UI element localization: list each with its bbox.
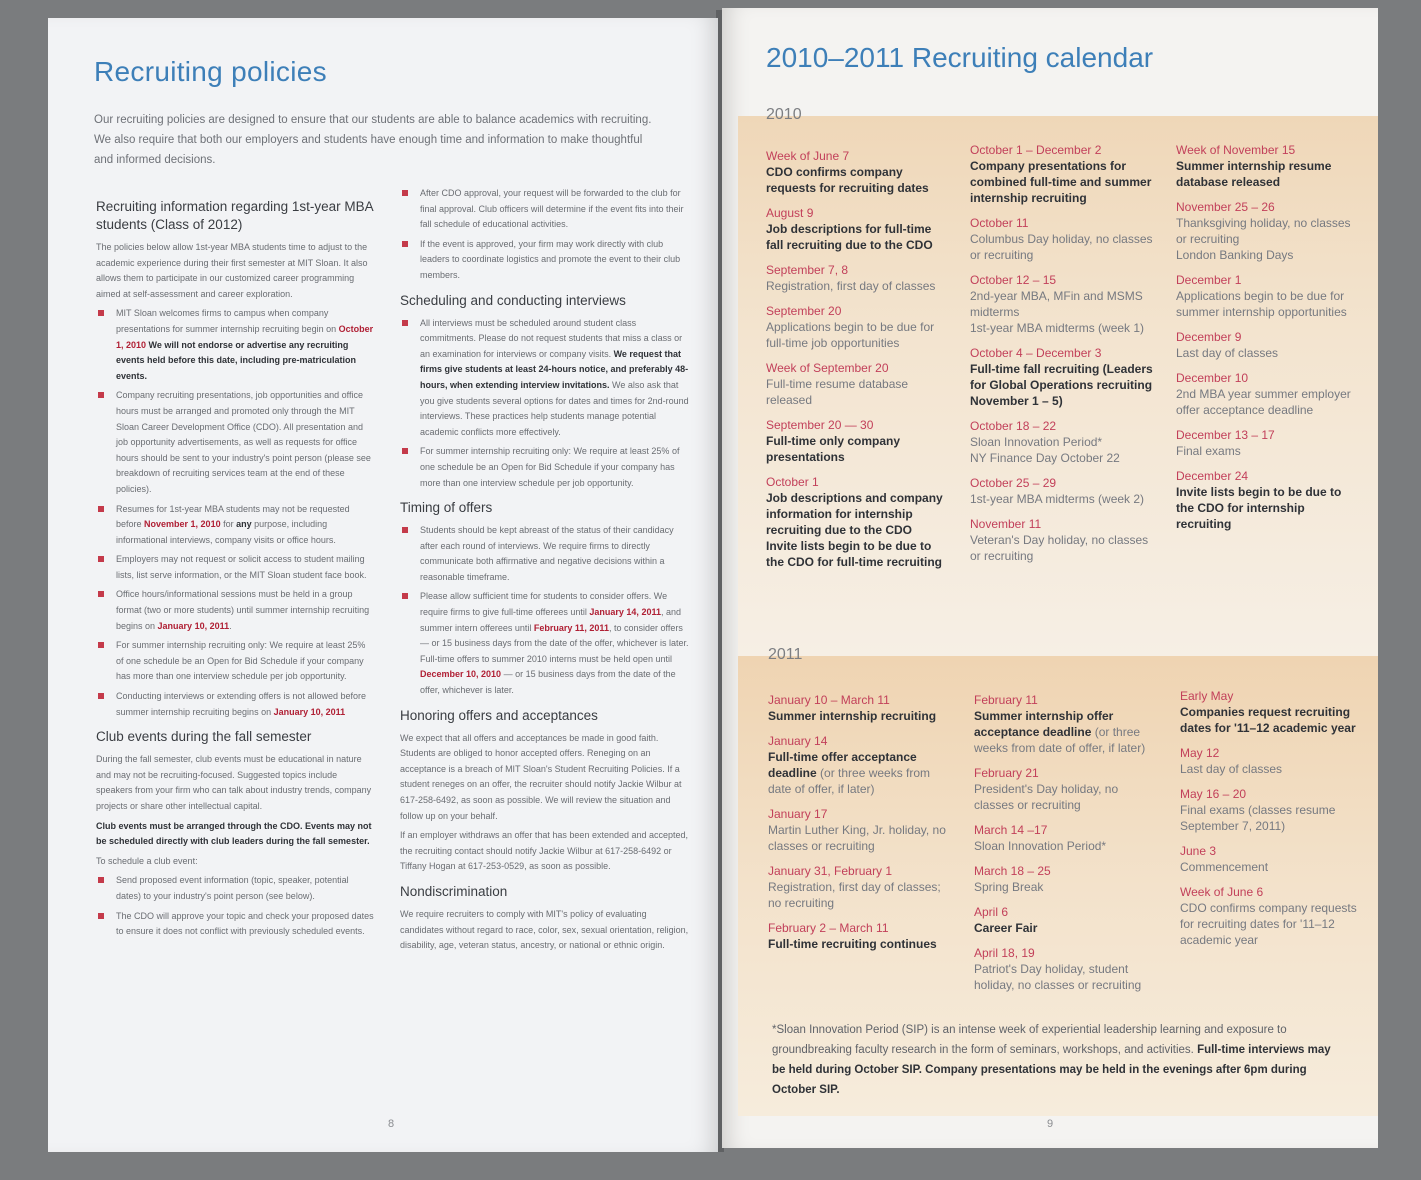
item-text: Office hours/informational sessions must be held in a group format (two or more students) until summer internship recruiting begins on <box>116 589 370 631</box>
bullet-icon <box>98 642 104 648</box>
list-item <box>96 909 374 940</box>
calendar-event <box>766 262 946 294</box>
item-text: for <box>220 519 237 530</box>
event-date: May 16 – 20 <box>1180 787 1247 801</box>
event-description: Job descriptions for full-time fall recruiting due to the CDO <box>766 222 933 252</box>
item-text: MIT Sloan welcomes firms to campus when company presentations for summer internship recruiting begin on <box>116 308 339 334</box>
calendar-column <box>768 692 952 961</box>
calendar-column <box>974 692 1158 1002</box>
item-text: , to consider offers — or 15 business days from the date of the offer, whichever is later. Full-time offers to summer 2010 interns must be held open until <box>420 622 689 664</box>
calendar-event <box>974 692 1158 756</box>
event-description: Martin Luther King, Jr. holiday, no classes or recruiting <box>768 823 946 853</box>
list-item <box>400 444 690 491</box>
calendar-event <box>970 215 1154 263</box>
event-description: Final exams (classes resume September 7, 2011) <box>1180 803 1336 833</box>
list-item <box>400 186 690 233</box>
interview-list <box>400 316 690 492</box>
event-description: Thanksgiving holiday, no classes or recruiting <box>1176 216 1351 246</box>
policy-list <box>96 306 374 720</box>
page-number: 8 <box>388 1118 395 1130</box>
bold-paragraph: Club events must be arranged through the CDO. Events may not be scheduled directly with club leaders during the fall semester. <box>96 820 372 847</box>
calendar-title: 2010–2011 Recruiting calendar <box>766 42 1154 73</box>
section-heading-1st-year: Recruiting information regarding 1st-year MBA students (Class of 2012) <box>96 199 373 232</box>
event-date: January 10 – March 11 <box>768 693 890 707</box>
event-description: Last day of classes <box>1176 346 1279 360</box>
calendar-event <box>1176 427 1356 459</box>
item-text: purpose, including informational interviews, company visits or office hours. <box>116 519 336 545</box>
event-date: October 1 <box>766 475 819 489</box>
bullet-icon <box>402 527 408 533</box>
date-highlight: January 14, 2011 <box>589 607 661 618</box>
list-item <box>96 552 374 583</box>
left-column <box>96 190 374 944</box>
event-description: 2nd-year MBA, MFin and MSMS midterms <box>970 289 1143 319</box>
item-text: Company recruiting presentations, job opportunities and office hours must be arranged and promoted only through the MIT Sloan Career Development Office (CDO). All presentation and job opportunity advertisements, as well as requests for office hours should be sent to your industry's point person (please see breakdown of recruiting services team at the end of these policies). <box>116 390 371 494</box>
event-date: November 25 – 26 <box>1176 200 1275 214</box>
event-description: Full-time resume database released <box>766 377 909 407</box>
event-date: January 14 <box>768 734 828 748</box>
item-text: For summer internship recruiting only: We require at least 25% of one schedule be an Open for Bid Schedule if your company has more than one interview schedule per job opportunity. <box>420 446 680 488</box>
event-description: Sloan Innovation Period* <box>974 839 1107 853</box>
event-date: Week of June 7 <box>766 149 850 163</box>
event-date: May 12 <box>1180 746 1220 760</box>
item-text: All interviews must be scheduled around student class commitments. Please do not request students that miss a class or an examination for interviews or company visits. <box>420 317 683 359</box>
calendar-event <box>970 475 1154 507</box>
calendar-event <box>766 148 946 196</box>
event-description: Registration, first day of classes <box>766 279 936 293</box>
event-date: August 9 <box>766 206 814 220</box>
event-date: February 21 <box>974 766 1039 780</box>
bullet-icon <box>402 190 408 196</box>
year-heading-2010: 2010 <box>766 106 802 123</box>
event-date: January 31, February 1 <box>768 864 893 878</box>
event-description: Company presentations for combined full-time and summer internship recruiting <box>970 159 1152 205</box>
calendar-event <box>974 863 1158 895</box>
section-text: To schedule a club event: <box>96 855 198 866</box>
calendar-event <box>766 417 946 465</box>
list-item <box>96 873 374 904</box>
item-text: For summer internship recruiting only: We require at least 25% of one schedule be an Open for Bid Schedule if your company has more than one interview schedule per job opportunity. <box>116 640 366 682</box>
bullet-icon <box>402 320 408 326</box>
event-description: Last day of classes <box>1180 762 1283 776</box>
list-item <box>400 237 690 284</box>
event-description: Invite lists begin to be due to the CDO for internship recruiting <box>1176 485 1342 531</box>
date-highlight: January 10, 2011 <box>273 706 346 717</box>
calendar-event <box>768 920 952 952</box>
bullet-icon <box>98 591 104 597</box>
calendar-event <box>1176 272 1356 320</box>
club-steps-list <box>96 873 374 939</box>
event-description: 1st-year MBA midterms (week 2) <box>970 492 1145 506</box>
event-description: Summer internship offer acceptance deadline (or three weeks from date of offer, if later) <box>974 709 1146 755</box>
item-text: Employers may not request or solicit access to student mailing lists, list serve information, or the MIT Sloan student face book. <box>116 554 367 580</box>
item-text: — or 15 business days from the date of the offer, whichever is later. <box>420 669 676 696</box>
calendar-event <box>1176 142 1356 190</box>
event-date: January 17 <box>768 807 828 821</box>
calendar-event <box>1180 745 1360 777</box>
calendar-event <box>970 516 1154 564</box>
event-date: November 11 <box>970 517 1042 531</box>
item-text: If the event is approved, your firm may work directly with club leaders to coordinate logistics and promote the event to their club members. <box>420 238 681 280</box>
calendar-event <box>1180 843 1360 875</box>
calendar-event <box>970 418 1154 466</box>
section-text: During the fall semester, club events must be educational in nature and may not be recruiting-focused. Suggested topics include speakers from your firm who can talk about industry trends, company projects or share other intellectual capital. <box>96 754 372 811</box>
list-item <box>96 306 374 384</box>
section-text: We require recruiters to comply with MIT's policy of evaluating candidates without regard to race, color, sex, sexual orientation, religion, disability, age, veteran status, ancestry, or national or ethnic origin. <box>400 908 689 951</box>
bullet-icon <box>402 241 408 247</box>
calendar-event <box>1176 370 1356 418</box>
bullet-icon <box>98 877 104 883</box>
event-date: December 9 <box>1176 330 1242 344</box>
calendar-event <box>1176 468 1356 532</box>
section-heading-nondiscrimination: Nondiscrimination <box>400 883 508 899</box>
calendar-event <box>1176 329 1356 361</box>
date-highlight: November 1, 2010 <box>144 519 221 530</box>
event-date: October 18 – 22 <box>970 419 1057 433</box>
date-highlight: October 1, 2010 <box>116 323 374 350</box>
list-item <box>96 388 374 497</box>
calendar-event <box>974 904 1158 936</box>
calendar-event <box>1180 786 1360 834</box>
event-date: September 20 — 30 <box>766 418 874 432</box>
event-date: October 12 – 15 <box>970 273 1057 287</box>
event-date: September 7, 8 <box>766 263 849 277</box>
list-item <box>96 638 374 685</box>
event-date: December 24 <box>1176 469 1249 483</box>
calendar-column <box>970 142 1154 573</box>
calendar-event <box>1180 884 1360 948</box>
bold-text: We will not endorse or advertise any recruiting events held before this date, including pre-matriculation events. <box>116 339 357 381</box>
calendar-event <box>1180 688 1360 736</box>
club-steps-list-cont <box>400 186 690 284</box>
event-date: Week of September 20 <box>766 361 889 375</box>
event-description: Final exams <box>1176 444 1241 458</box>
event-description: CDO confirms company requests for recruiting dates for '11–12 academic year <box>1180 901 1357 947</box>
event-description: London Banking Days <box>1176 248 1294 262</box>
right-page <box>722 8 1378 1148</box>
footnote-bold: Full-time interviews may be held during October SIP. Company presentations may be held in the evenings after 6pm during October SIP. <box>772 1044 1331 1096</box>
event-date: February 2 – March 11 <box>768 921 889 935</box>
date-highlight: January 10, 2011 <box>157 620 230 631</box>
event-note: (or three weeks from date of offer, if later) <box>974 725 1146 755</box>
event-date: February 11 <box>974 693 1038 707</box>
event-date: March 14 –17 <box>974 823 1048 837</box>
section-heading-club-events: Club events during the fall semester <box>96 729 312 745</box>
event-description: Sloan Innovation Period* <box>970 435 1103 449</box>
event-description: Job descriptions and company information for internship recruiting due to the CDO <box>766 491 943 537</box>
section-text: If an employer withdraws an offer that has been extended and accepted, the recruiting contact should notify Jackie Wilbur at 617-258-6492 or Tiffany Hogan at 617-253-0529, as soon as possible. <box>400 830 689 872</box>
calendar-event <box>1176 199 1356 263</box>
section-heading-honoring: Honoring offers and acceptances <box>400 707 598 723</box>
calendar-column <box>766 148 946 579</box>
event-date: June 3 <box>1180 844 1217 858</box>
event-description: Applications begin to be due for summer internship opportunities <box>1176 289 1347 319</box>
calendar-event <box>970 272 1154 336</box>
event-description: Spring Break <box>974 880 1044 894</box>
event-description: Columbus Day holiday, no classes or recruiting <box>970 232 1153 262</box>
event-description: Summer internship resume database released <box>1176 159 1332 189</box>
event-date: October 11 <box>970 216 1029 230</box>
bold-text: any <box>236 519 252 530</box>
calendar-event <box>970 345 1154 409</box>
date-highlight: December 10, 2010 <box>420 669 502 680</box>
item-text: The CDO will approve your topic and check your proposed dates to ensure it does not conflict with previously scheduled events. <box>116 910 374 937</box>
event-description: Full-time recruiting continues <box>768 937 937 951</box>
bullet-icon <box>98 310 104 316</box>
event-date: October 1 – December 2 <box>970 143 1102 157</box>
event-date: October 25 – 29 <box>970 476 1057 490</box>
bold-text: We request that firms give students at least 24-hours notice, and preferably 48-hours, when extending interview invitations. <box>420 348 689 390</box>
timing-list <box>400 523 690 699</box>
event-date: April 18, 19 <box>974 946 1035 960</box>
event-description: 1st-year MBA midterms (week 1) <box>970 321 1145 335</box>
calendar-event <box>768 863 952 911</box>
bullet-icon <box>98 556 104 562</box>
event-note: (or three weeks from date of offer, if later) <box>768 766 931 796</box>
event-description: Commencement <box>1180 860 1269 874</box>
event-description: 2nd MBA year summer employer offer acceptance deadline <box>1176 387 1351 417</box>
calendar-event <box>766 303 946 351</box>
event-description: Full-time fall recruiting (Leaders for Global Operations recruiting November 1 – 5) <box>970 362 1153 408</box>
calendar-event <box>974 822 1158 854</box>
event-description: NY Finance Day October 22 <box>970 451 1120 465</box>
bullet-icon <box>98 506 104 512</box>
bullet-icon <box>98 913 104 919</box>
item-text: Conducting interviews or extending offers is not allowed before summer internship recruiting begins on <box>116 691 366 717</box>
intro-paragraph: Our recruiting policies are designed to ensure that our students are able to balance academics with recruiting. We also require that both our employers and students have enough time and information to make thoughtful and informed decisions. <box>94 114 652 166</box>
item-text: Students should be kept abreast of the status of their candidacy after each round of interviews. We require firms to directly communicate both affirmative and negative decisions within a reasonable timeframe. <box>420 525 674 582</box>
calendar-event <box>768 806 952 854</box>
item-text: . <box>229 620 232 631</box>
calendar-event <box>974 945 1158 993</box>
section-text: The policies below allow 1st-year MBA students time to adjust to the academic experience during their first semester at MIT Sloan. It also allows them to participate in our customized career programming aimed at self-assessment and career exploration. <box>96 242 368 299</box>
bullet-icon <box>98 693 104 699</box>
left-page <box>48 18 718 1152</box>
event-description: Veteran's Day holiday, no classes or recruiting <box>970 533 1149 563</box>
item-text: Please allow sufficient time for students to consider offers. We require firms to give full-time offerees until <box>420 591 668 618</box>
event-description: Invite lists begin to be due to the CDO for full-time recruiting <box>766 539 943 569</box>
event-date: March 18 – 25 <box>974 864 1051 878</box>
list-item <box>400 523 690 585</box>
list-item <box>96 689 374 720</box>
event-description: Patriot's Day holiday, student holiday, no classes or recruiting <box>974 962 1142 992</box>
calendar-event <box>768 692 952 724</box>
section-heading-timing: Timing of offers <box>400 500 493 516</box>
event-description: Summer internship recruiting <box>768 709 937 723</box>
footnote-text: *Sloan Innovation Period (SIP) is an intense week of experiential leadership learning and exposure to groundbreaking faculty research in the form of seminars, workshops, and activities. <box>772 1024 1287 1056</box>
calendar-event <box>766 360 946 408</box>
section-text: We expect that all offers and acceptances be made in good faith. Students are obliged to honor accepted offers. Reneging on an acceptance is a breach of MIT Sloan's Student Recruiting Policies. If a student reneges on an offer, the recruiter should notify Jackie Wilbur at 617-258-6492, as soon as possible. We will review the situation and follow up on your behalf. <box>400 732 682 821</box>
event-description: Career Fair <box>974 921 1038 935</box>
bullet-icon <box>402 448 408 454</box>
event-description: Applications begin to be due for full-time job opportunities <box>766 320 935 350</box>
event-date: Early May <box>1180 689 1234 703</box>
event-date: Week of November 15 <box>1176 143 1296 157</box>
calendar-column <box>1180 688 1360 957</box>
item-text: Resumes for 1st-year MBA students may not be requested before <box>116 503 350 530</box>
sip-footnote <box>772 1020 1342 1100</box>
section-heading-interviews: Scheduling and conducting interviews <box>400 292 626 308</box>
page-number: 9 <box>1047 1118 1054 1130</box>
event-date: October 4 – December 3 <box>970 346 1102 360</box>
year-heading-2011: 2011 <box>768 646 803 663</box>
right-column <box>400 186 690 958</box>
event-description: Registration, first day of classes; no recruiting <box>768 880 941 910</box>
event-date: December 10 <box>1176 371 1249 385</box>
page-title: Recruiting policies <box>94 56 327 87</box>
calendar-event <box>970 142 1154 206</box>
event-description: Full-time only company presentations <box>766 434 901 464</box>
event-date: September 20 <box>766 304 842 318</box>
list-item <box>400 316 690 441</box>
item-text: Send proposed event information (topic, speaker, potential dates) to your industry's point person (see below). <box>116 875 349 901</box>
event-date: December 13 – 17 <box>1176 428 1275 442</box>
item-text: After CDO approval, your request will be forwarded to the club for final approval. Club officers will determine if the event fits into their fall schedule of educational activities. <box>420 188 684 230</box>
bullet-icon <box>402 593 408 599</box>
event-description: Companies request recruiting dates for '11–12 academic year <box>1180 705 1356 735</box>
list-item <box>96 587 374 634</box>
bullet-icon <box>98 392 104 398</box>
item-text: , and summer intern offerees until <box>420 607 681 633</box>
event-date: Week of June 6 <box>1180 885 1264 899</box>
event-description: President's Day holiday, no classes or recruiting <box>974 782 1119 812</box>
event-description: Full-time offer acceptance deadline (or three weeks from date of offer, if later) <box>768 750 931 796</box>
calendar-event <box>768 733 952 797</box>
item-text: We also ask that you give students several options for dates and times for 2nd-round interviews. These practices help students manage potential academic conflicts more effectively. <box>420 379 689 437</box>
event-date: April 6 <box>974 905 1009 919</box>
event-date: December 1 <box>1176 273 1242 287</box>
calendar-column <box>1176 142 1356 541</box>
list-item <box>96 502 374 549</box>
calendar-event <box>766 474 946 570</box>
list-item <box>400 589 690 698</box>
date-highlight: February 11, 2011 <box>533 622 609 633</box>
event-description: CDO confirms company requests for recruiting dates <box>766 165 929 195</box>
calendar-event <box>766 205 946 253</box>
calendar-event <box>974 765 1158 813</box>
